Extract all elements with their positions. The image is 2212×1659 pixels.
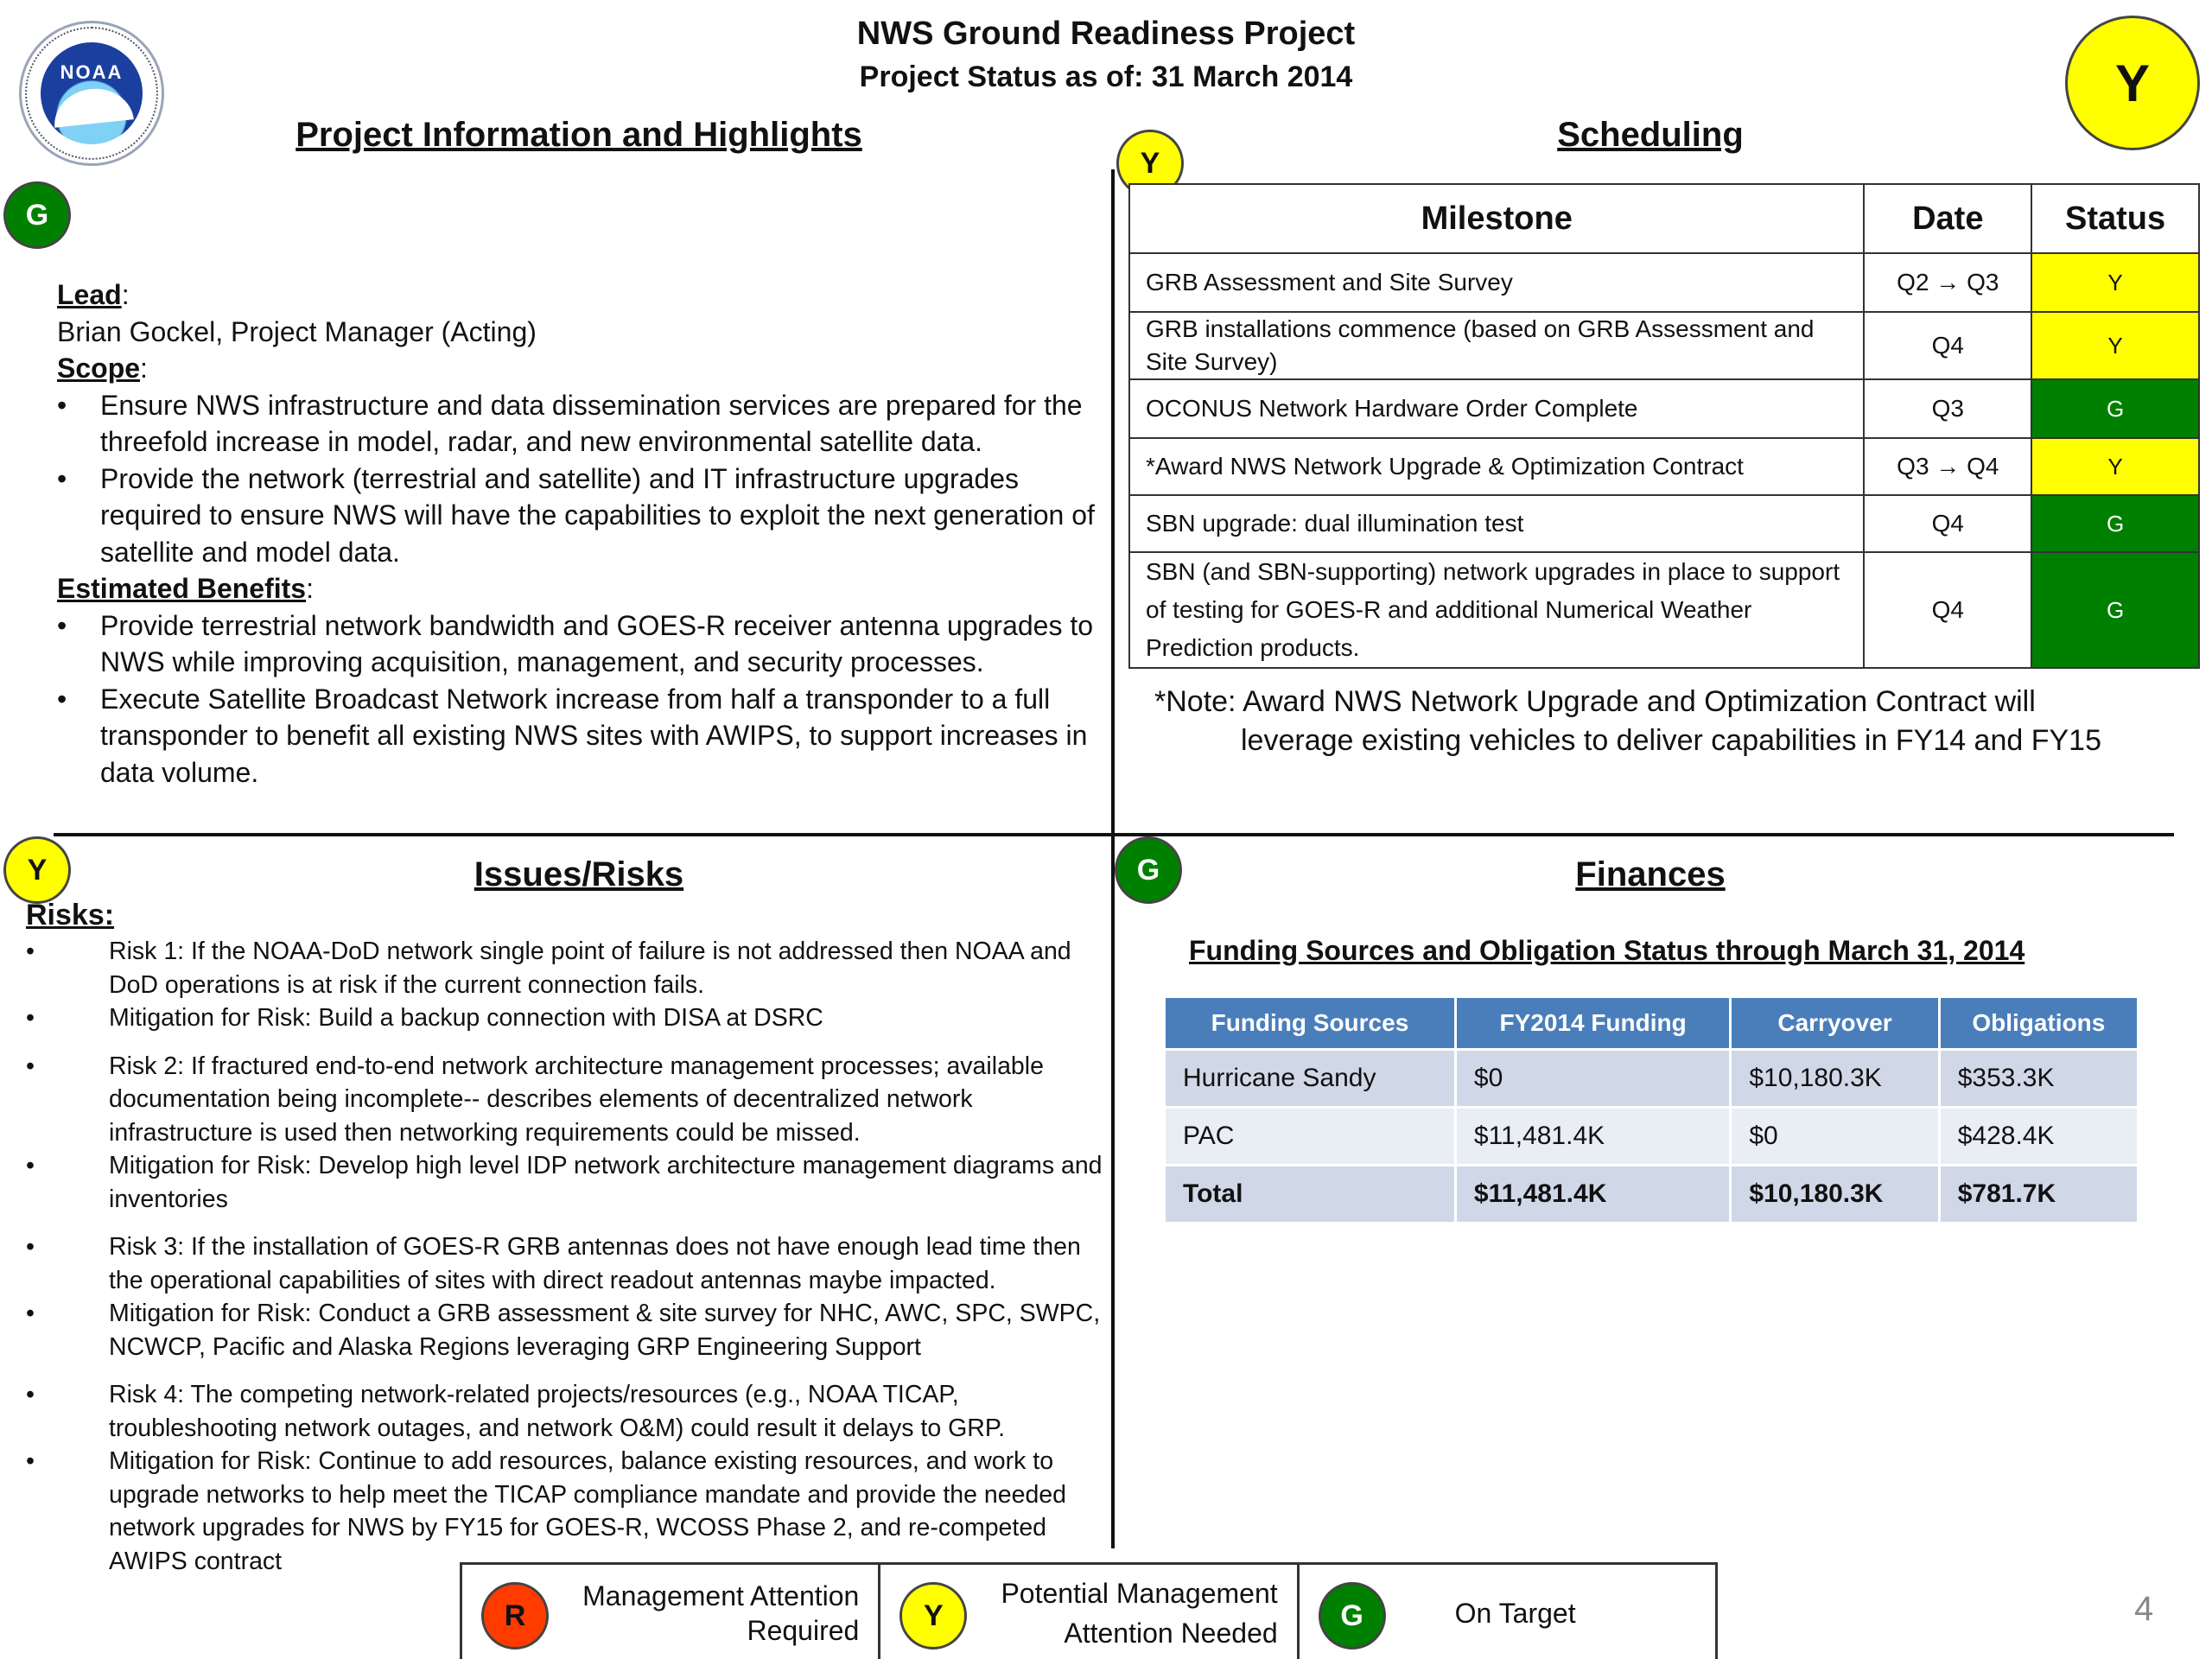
note-line-2: leverage existing vehicles to deliver capabilities in FY14 and FY15: [1241, 724, 2101, 757]
status-header: Status: [2031, 184, 2199, 253]
status-cell: Y: [2031, 312, 2199, 379]
carryover-cell: $0: [1732, 1109, 1937, 1164]
finances-section-title: Finances: [1575, 855, 1726, 893]
red-status-badge: R: [481, 1582, 549, 1649]
milestone-cell: *Award NWS Network Upgrade & Optimization Contract: [1129, 438, 1864, 495]
date-cell: Q3: [1864, 379, 2031, 438]
table-row: [1129, 253, 2199, 312]
benefits-label: Estimated Benefits: [57, 573, 307, 604]
legend-green-text: On Target: [1454, 1598, 1576, 1629]
mitigation-item: • Mitigation for Risk: Develop high level IDP network architecture management diagrams and inventories: [26, 1149, 1106, 1216]
table-header-row: [1129, 184, 2199, 253]
risk-list: [26, 935, 1106, 1578]
issues-status-badge: Y: [3, 836, 71, 904]
funding-table: [1163, 995, 2139, 1224]
funding-cell: $11,481.4K: [1457, 1109, 1729, 1164]
table-row: [1166, 1109, 2137, 1164]
scheduling-section-title: Scheduling: [1557, 116, 1744, 154]
legend-yellow-line-1: Potential Management: [1001, 1578, 1278, 1609]
status-cell: Y: [2031, 438, 2199, 495]
date-cell: Q4: [1864, 552, 2031, 668]
funding-sources-header: Funding Sources: [1166, 998, 1454, 1048]
issues-section-title: Issues/Risks: [474, 855, 684, 893]
scope-label: Scope: [57, 353, 141, 384]
obligations-cell: $781.7K: [1941, 1166, 2137, 1222]
mitigation-item: • Mitigation for Risk: Conduct a GRB assessment & site survey for NHC, AWC, SPC, SWPC, NCWCP, Pacific and Alaska Regions leveraging GRP Engineering Support: [26, 1297, 1106, 1363]
legend-yellow-line-2: Attention Needed: [1064, 1618, 1278, 1649]
project-info: Lead: Brian Gockel, Project Manager (Acting) Scope: • Ensure NWS infrastructure and data dissemination services are prepared for the threefold increase in model, radar, and new environmental satellite data. • Provide the network (terrestrial and satellite) and IT infrastructure upgrades required to ensure NWS will have the capabilities to exploit the next generation of satellite and model data. Estimated Benefits: • Provide terrestrial network bandwidth and GOES-R receiver antenna upgrades to NWS while improving acquisition, management, and security processes. • Execute Satellite Broadcast Network increase from half a transponder to a full transponder to benefit all existing NWS sites with AWIPS, to support increases in data volume.: [57, 276, 1120, 791]
logo-text: NOAA: [60, 61, 124, 83]
funding-cell: $0: [1457, 1051, 1729, 1106]
milestone-cell: SBN (and SBN-supporting) network upgrades in place to support of testing for GOES-R and additional Numerical Weather Prediction products.: [1129, 552, 1864, 668]
scope-list: [57, 387, 1120, 571]
obligations-header: Obligations: [1941, 998, 2137, 1048]
note-line-1: *Note: Award NWS Network Upgrade and Optimization Contract will: [1154, 685, 2036, 718]
scheduling-status-badge: Y: [1116, 130, 1184, 197]
table-row: [1129, 495, 2199, 552]
list-item: • Provide the network (terrestrial and satellite) and IT infrastructure upgrades required to ensure NWS will have the capabilities to exploit the next generation of satellite and model data.: [57, 461, 1120, 571]
date-cell: Q2 → Q3: [1864, 253, 2031, 312]
info-status-badge: G: [3, 181, 71, 249]
risk-item: • Risk 4: The competing network-related projects/resources (e.g., NOAA TICAP, troubleshooting network outages, and network O&M) could result it delays to GRP.: [26, 1378, 1106, 1445]
carryover-header: Carryover: [1732, 998, 1937, 1048]
legend-yellow: [880, 1565, 1299, 1659]
source-cell: Total: [1166, 1166, 1454, 1222]
list-item: • Provide terrestrial network bandwidth and GOES-R receiver antenna upgrades to NWS while improving acquisition, management, and security processes.: [57, 607, 1120, 681]
table-row: [1129, 438, 2199, 495]
milestone-cell: OCONUS Network Hardware Order Complete: [1129, 379, 1864, 438]
funding-cell: $11,481.4K: [1457, 1166, 1729, 1222]
risk-item: • Risk 3: If the installation of GOES-R GRB antennas does not have enough lead time then the operational capabilities of sites with direct readout antennas maybe impacted.: [26, 1230, 1106, 1297]
list-item: • Ensure NWS infrastructure and data dissemination services are prepared for the threefold increase in model, radar, and new environmental satellite data.: [57, 387, 1120, 461]
mitigation-item: • Mitigation for Risk: Build a backup connection with DISA at DSRC: [26, 1001, 1106, 1035]
page-title: NWS Ground Readiness Project: [856, 16, 1356, 52]
fy2014-header: FY2014 Funding: [1457, 998, 1729, 1048]
legend-red-line-2: Required: [747, 1615, 860, 1646]
risk-item: • Risk 2: If fractured end-to-end network architecture management processes; available documentation being incomplete-- describes elements of decentralized network infrastructure is used then networking requirements could be missed.: [26, 1050, 1106, 1150]
milestone-cell: GRB installations commence (based on GRB Assessment and Site Survey): [1129, 312, 1864, 379]
table-row: [1129, 552, 2199, 668]
carryover-cell: $10,180.3K: [1732, 1166, 1937, 1222]
source-cell: PAC: [1166, 1109, 1454, 1164]
funding-title: Funding Sources and Obligation Status through March 31, 2014: [1189, 935, 2025, 966]
status-legend: [460, 1562, 1718, 1659]
status-cell: G: [2031, 379, 2199, 438]
lead-label: Lead: [57, 279, 122, 310]
risks-label: Risks:: [26, 899, 115, 931]
source-cell: Hurricane Sandy: [1166, 1051, 1454, 1106]
yellow-status-badge: Y: [899, 1582, 967, 1649]
page-number: 4: [2134, 1590, 2154, 1628]
table-row: [1129, 379, 2199, 438]
mitigation-item: • Mitigation for Risk: Continue to add resources, balance existing resources, and work to upgrade networks to help meet the TICAP compliance mandate and provide the needed network upgrades for NWS by FY15 for GOES-R, WCOSS Phase 2, and re-competed AWIPS contract: [26, 1445, 1106, 1578]
noaa-logo: [19, 21, 164, 166]
carryover-cell: $10,180.3K: [1732, 1051, 1937, 1106]
legend-green: [1300, 1565, 1715, 1659]
green-status-badge: G: [1319, 1582, 1386, 1649]
milestone-cell: SBN upgrade: dual illumination test: [1129, 495, 1864, 552]
risk-item: • Risk 1: If the NOAA-DoD network single point of failure is not addressed then NOAA and DoD operations is at risk if the current connection fails.: [26, 935, 1106, 1001]
table-row: [1166, 1051, 2137, 1106]
overall-status-badge: Y: [2065, 16, 2200, 150]
finances-status-badge: G: [1115, 836, 1182, 904]
status-cell: G: [2031, 552, 2199, 668]
scheduling-note: [1154, 683, 2191, 760]
milestone-table: [1128, 183, 2200, 669]
legend-red-line-1: Management Attention: [582, 1580, 860, 1611]
date-cell: Q4: [1864, 495, 2031, 552]
milestone-cell: GRB Assessment and Site Survey: [1129, 253, 1864, 312]
obligations-cell: $428.4K: [1941, 1109, 2137, 1164]
status-cell: Y: [2031, 253, 2199, 312]
table-total-row: [1166, 1166, 2137, 1222]
status-date: Project Status as of: 31 March 2014: [859, 60, 1353, 93]
obligations-cell: $353.3K: [1941, 1051, 2137, 1106]
table-row: [1129, 312, 2199, 379]
milestone-header: Milestone: [1129, 184, 1864, 253]
list-item: • Execute Satellite Broadcast Network increase from half a transponder to a full transponder to benefit all existing NWS sites with AWIPS, to support increases in data volume.: [57, 681, 1120, 791]
table-header-row: [1166, 998, 2137, 1048]
status-cell: G: [2031, 495, 2199, 552]
horizontal-divider: [54, 833, 2174, 836]
date-cell: Q4: [1864, 312, 2031, 379]
legend-red: [462, 1565, 880, 1659]
date-cell: Q3 → Q4: [1864, 438, 2031, 495]
date-header: Date: [1864, 184, 2031, 253]
lead-value: Brian Gockel, Project Manager (Acting): [57, 315, 537, 347]
info-section-title: Project Information and Highlights: [296, 116, 862, 154]
benefits-list: [57, 607, 1120, 791]
